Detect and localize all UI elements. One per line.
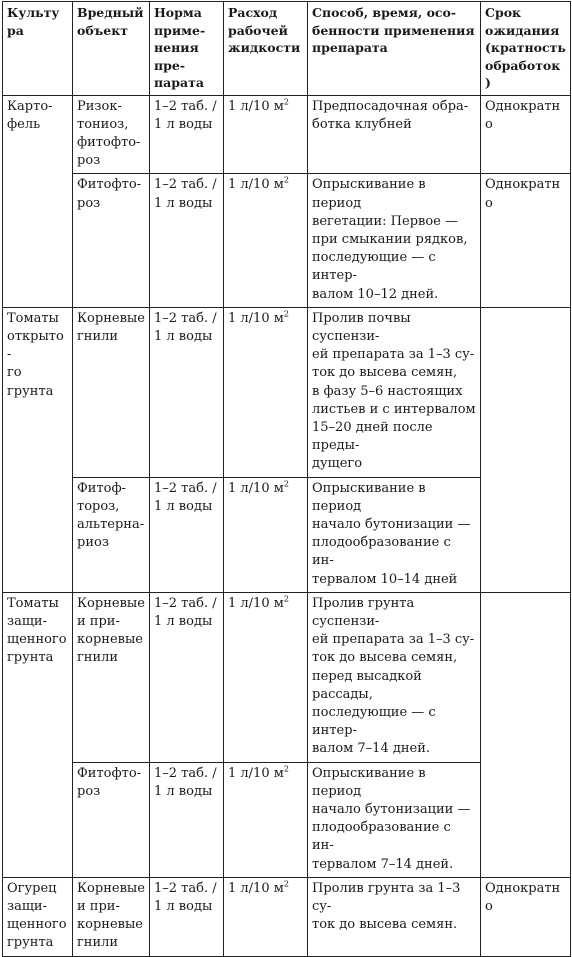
cell-norm: 1–2 таб. / 1 л воды: [150, 477, 224, 592]
rate-value: 1 л/10 м: [228, 480, 284, 496]
cell-norm: 1–2 таб. / 1 л воды: [150, 592, 224, 762]
cell-pest: Фитофто- роз: [73, 174, 150, 307]
cell-pest: Фитоф- тороз, альтерна- риоз: [73, 477, 150, 592]
cell-wait: Однократно: [481, 95, 571, 174]
cell-method: Предпосадочная обра- ботка клубней: [308, 95, 481, 174]
rate-value: 1 л/10 м: [228, 880, 284, 896]
rate-value: 1 л/10 м: [228, 98, 284, 114]
rate-exponent: 2: [283, 175, 289, 185]
table-row: [3, 174, 571, 307]
table-row: [3, 592, 571, 762]
cell-norm: 1–2 таб. / 1 л воды: [150, 307, 224, 477]
treatment-table: [2, 1, 571, 957]
cell-wait: [481, 307, 571, 592]
rate-exponent: 2: [283, 764, 289, 774]
rate-exponent: 2: [283, 479, 289, 489]
cell-pest: Фитофто- роз: [73, 762, 150, 877]
cell-norm: 1–2 таб. / 1 л воды: [150, 174, 224, 307]
header-row: [3, 2, 571, 96]
cell-method: Опрыскивание в период вегетации: Первое — при смыкании рядков, последующие — с интер- валом 10–12 дней.: [308, 174, 481, 307]
table-row: [3, 95, 571, 174]
cell-rate: [224, 592, 308, 762]
cell-pest: Ризок- тониоз, фитофто- роз: [73, 95, 150, 174]
cell-norm: 1–2 таб. / 1 л воды: [150, 762, 224, 877]
cell-wait: Однократно: [481, 877, 571, 956]
cell-crop: Карто- фель: [3, 95, 73, 307]
header-rate: Расход рабочей жидкости: [224, 2, 308, 96]
cell-method: Пролив грунта за 1–3 су- ток до высева семян.: [308, 877, 481, 956]
cell-norm: 1–2 таб. / 1 л воды: [150, 95, 224, 174]
cell-method: Пролив почвы суспензи- ей препарата за 1–3 су- ток до высева семян, в фазу 5–6 настоящих листьев и с интервалом 15–20 дней после преды- дущего: [308, 307, 481, 477]
cell-method: Опрыскивание в период начало бутонизации — плодообразование с ин- тервалом 7–14 дней.: [308, 762, 481, 877]
rate-exponent: 2: [283, 879, 289, 889]
header-wait: Срок ожидания (кратность обработок): [481, 2, 571, 96]
cell-rate: [224, 877, 308, 956]
cell-crop: Томаты защи- щенного грунта: [3, 592, 73, 877]
cell-rate: [224, 307, 308, 477]
cell-wait: [481, 592, 571, 877]
cell-rate: [224, 762, 308, 877]
cell-rate: [224, 95, 308, 174]
cell-wait: Однократно: [481, 174, 571, 307]
cell-method: Опрыскивание в период начало бутонизации — плодообразование с ин- тервалом 10–14 дней: [308, 477, 481, 592]
rate-value: 1 л/10 м: [228, 177, 284, 193]
cell-pest: Корневые гнили: [73, 307, 150, 477]
header-crop: Культура: [3, 2, 73, 96]
header-method: Способ, время, осо- бенности применения препарата: [308, 2, 481, 96]
header-pest: Вредный объект: [73, 2, 150, 96]
table-row: [3, 877, 571, 956]
cell-pest: Корневые и при- корневые гнили: [73, 877, 150, 956]
cell-rate: [224, 477, 308, 592]
cell-crop: Томаты открыто- го грунта: [3, 307, 73, 592]
rate-exponent: 2: [283, 97, 289, 107]
rate-value: 1 л/10 м: [228, 310, 284, 326]
rate-value: 1 л/10 м: [228, 595, 284, 611]
cell-rate: [224, 174, 308, 307]
rate-exponent: 2: [283, 594, 289, 604]
cell-method: Пролив грунта суспензи- ей препарата за 1–3 су- ток до высева семян, перед высадкой рассады, последующие — с интер- валом 7–14 дней.: [308, 592, 481, 762]
rate-exponent: 2: [283, 309, 289, 319]
rate-value: 1 л/10 м: [228, 765, 284, 781]
cell-norm: 1–2 таб. / 1 л воды: [150, 877, 224, 956]
table-row: [3, 307, 571, 477]
cell-crop: Огурец защи- щенного грунта: [3, 877, 73, 956]
header-norm: Норма приме- нения пре- парата: [150, 2, 224, 96]
cell-pest: Корневые и при- корневые гнили: [73, 592, 150, 762]
